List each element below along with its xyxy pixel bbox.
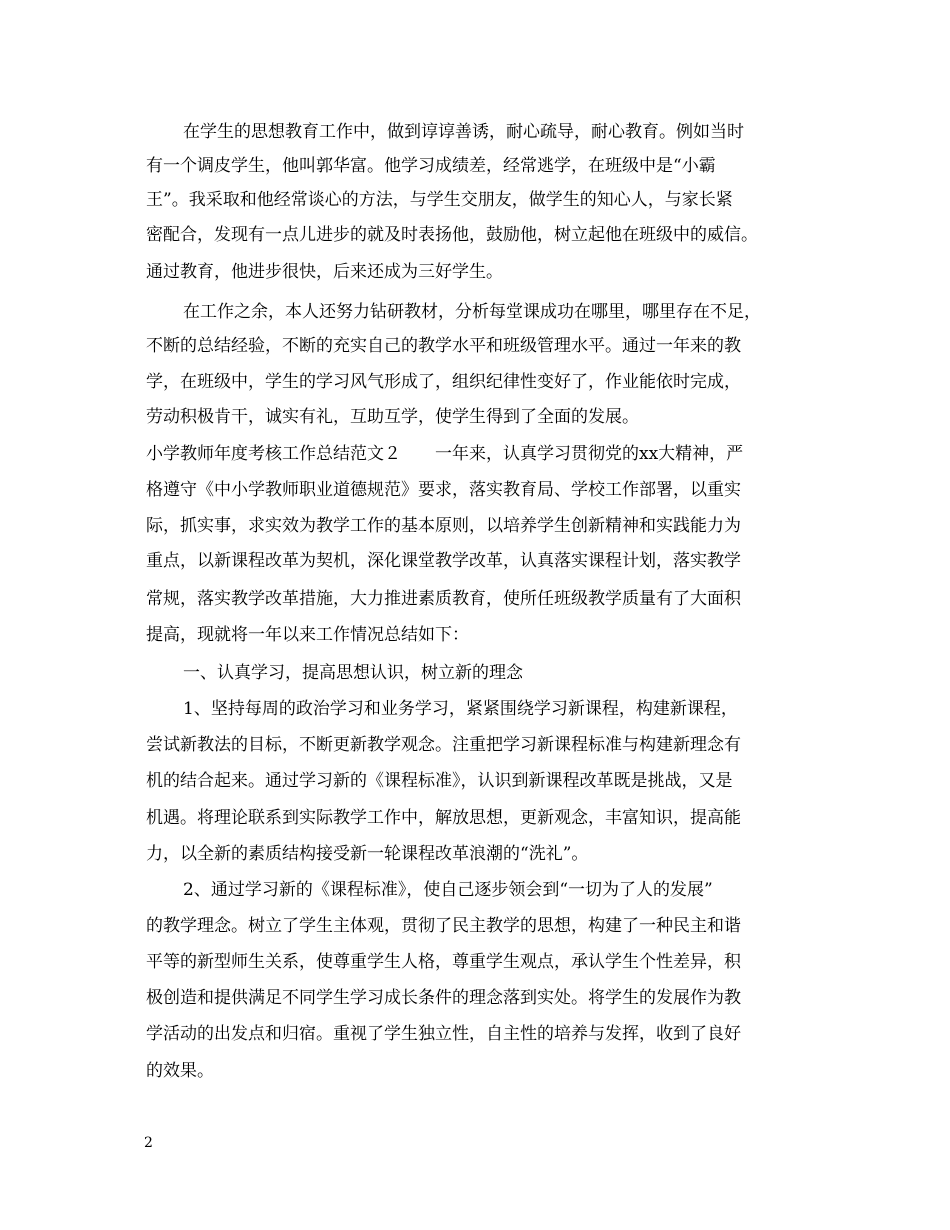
text-line: 常规，落实教学改革措施，大力推进素质教育，使所任班级教学质量有了大面积 bbox=[146, 589, 741, 609]
text-line: 劳动积极肯干，诚实有礼，互助互学，使学生得到了全面的发展。 bbox=[146, 407, 639, 427]
text-line: 重点，以新课程改革为契机，深化课堂教学改革，认真落实课程计划，落实教学 bbox=[146, 551, 741, 571]
page-number: 2 bbox=[144, 1135, 153, 1151]
text-line: 王”。我采取和他经常谈心的方法，与学生交朋友，做学生的知心人，与家长紧 bbox=[146, 190, 733, 210]
text-line: 提高，现就将一年以来工作情况总结如下： bbox=[146, 625, 469, 645]
text-line: 不断的总结经验，不断的充实自己的教学水平和班级管理水平。通过一年来的教 bbox=[146, 336, 741, 356]
heading-line: 一、认真学习，提高思想认识，树立新的理念 bbox=[183, 663, 523, 683]
text-line: 有一个调皮学生，他叫郭华富。他学习成绩差，经常逃学，在班级中是“小霸 bbox=[146, 156, 716, 176]
text-line: 2、通过学习新的《课程标准》，使自己逐步领会到“一切为了人的发展” bbox=[183, 880, 713, 900]
text-line: 极创造和提供满足不同学生学习成长条件的理念落到实处。将学生的发展作为教 bbox=[146, 988, 741, 1008]
text-line: 的效果。 bbox=[146, 1061, 214, 1081]
text-line: 平等的新型师生关系，使尊重学生人格，尊重学生观点，承认学生个性差异，积 bbox=[146, 952, 741, 972]
text-line: 1、坚持每周的政治学习和业务学习，紧紧围绕学习新课程，构建新课程， bbox=[183, 699, 738, 719]
text-line: 力，以全新的素质结构接受新一轮课程改革浪潮的“洗礼”。 bbox=[146, 844, 589, 864]
text-line: 际，抓实事，求实效为教学工作的基本原则，以培养学生创新精神和实践能力为 bbox=[146, 516, 741, 536]
text-line: 机的结合起来。通过学习新的《课程标准》，认识到新课程改革既是挑战，又是 bbox=[146, 771, 733, 791]
text-line: 的教学理念。树立了学生主体观，贯彻了民主教学的思想，构建了一种民主和谐 bbox=[146, 916, 741, 936]
text-line: 在工作之余，本人还努力钻研教材，分析每堂课成功在哪里，哪里存在不足， bbox=[183, 302, 761, 322]
text-line: 通过教育，他进步很快，后来还成为三好学生。 bbox=[146, 262, 503, 282]
text-line: 机遇。将理论联系到实际教学工作中，解放思想，更新观念，丰富知识，提高能 bbox=[146, 808, 741, 828]
section-title-line: 小学教师年度考核工作总结范文２ 一年来，认真学习贯彻党的xx大精神，严 bbox=[146, 444, 744, 464]
text-line: 密配合，发现有一点儿进步的就及时表扬他，鼓励他，树立起他在班级中的威信。 bbox=[146, 225, 758, 245]
text-line: 学活动的出发点和归宿。重视了学生独立性，自主性的培养与发挥，收到了良好 bbox=[146, 1024, 741, 1044]
text-line: 学，在班级中，学生的学习风气形成了，组织纪律性变好了，作业能依时完成， bbox=[146, 372, 741, 392]
text-line: 尝试新教法的目标，不断更新教学观念。注重把学习新课程标准与构建新理念有 bbox=[146, 735, 741, 755]
text-line: 在学生的思想教育工作中，做到谆谆善诱，耐心疏导，耐心教育。例如当时 bbox=[183, 122, 744, 142]
text-line: 格遵守《中小学教师职业道德规范》要求，落实教育局、学校工作部署，以重实 bbox=[146, 480, 741, 500]
